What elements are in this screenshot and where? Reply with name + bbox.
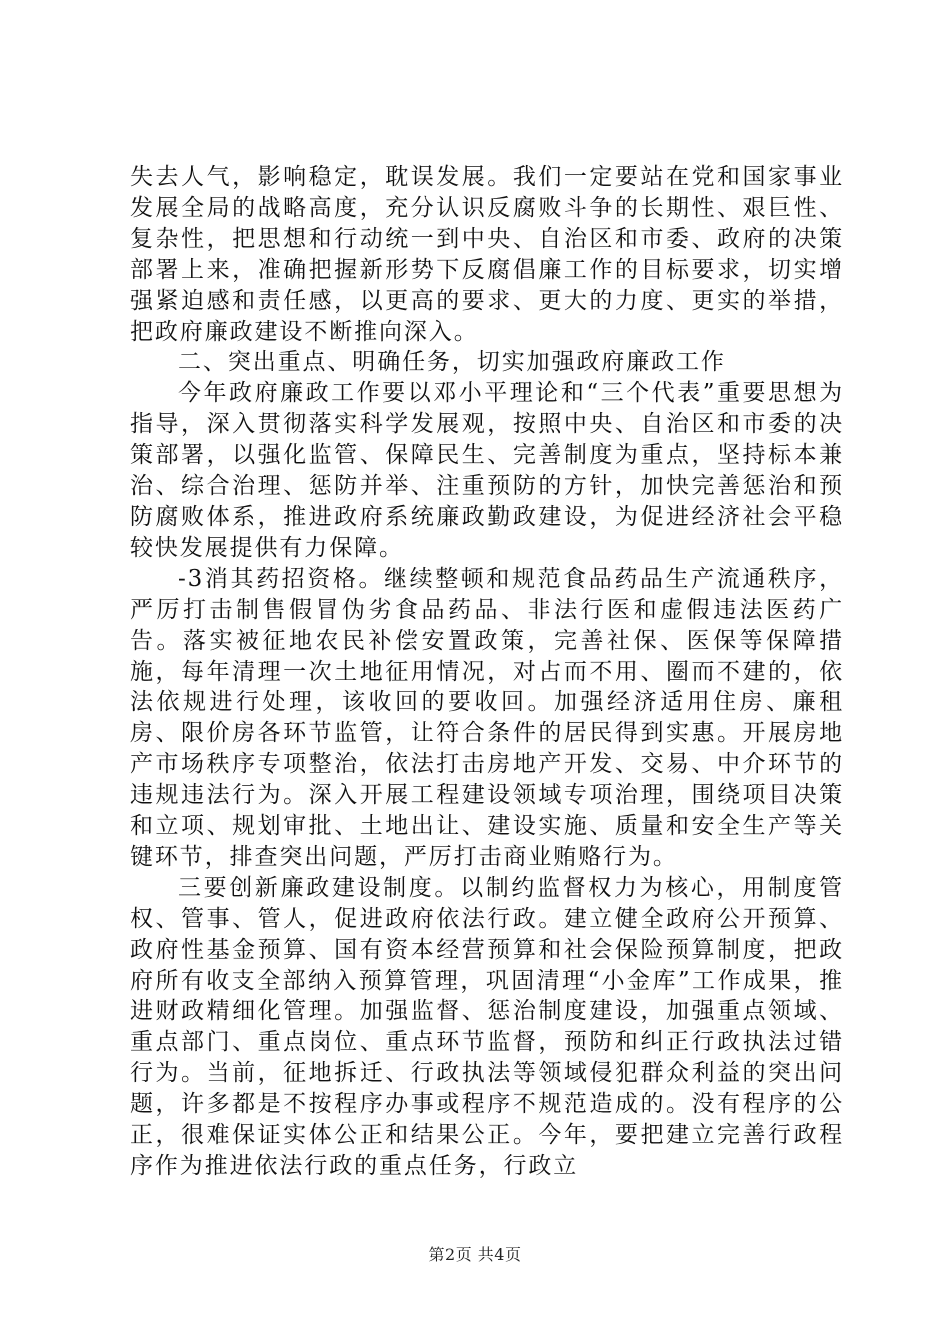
paragraph: 今年政府廉政工作要以邓小平理论和“三个代表”重要思想为指导，深入贯彻落实科学发展观，按照中央、自治区和市委的决策部署，以强化监管、保障民生、完善制度为重点，坚持标本兼治、综合治理、惩防并举、注重预防的方针，加快完善惩治和预防腐败体系，推进政府系统廉政勤政建设，为促进经济社会平稳较快发展提供有力保障。 xyxy=(130,380,844,561)
document-body xyxy=(130,162,844,1182)
paragraph-continued: 失去人气，影响稳定，耽误发展。我们一定要站在党和国家事业发展全局的战略高度，充分认识反腐败斗争的长期性、艰巨性、复杂性，把思想和行动统一到中央、自治区和市委、政府的决策部署上来，准确把握新形势下反腐倡廉工作的目标要求，切实增强紧迫感和责任感，以更高的要求、更大的力度、更实的举措，把政府廉政建设不断推向深入。 xyxy=(130,164,844,345)
paragraph: 三要创新廉政建设制度。以制约监督权力为核心，用制度管权、管事、管人，促进政府依法行政。建立健全政府公开预算、政府性基金预算、国有资本经营预算和社会保险预算制度，把政府所有收支全部纳入预算管理，巩固清理“小金库”工作成果，推进财政精细化管理。加强监督、惩治制度建设，加强重点领域、重点部门、重点岗位、重点环节监督，预防和纠正行政执法过错行为。当前，征地拆迁、行政执法等领域侵犯群众利益的突出问题，许多都是不按程序办事或程序不规范造成的。没有程序的公正，很难保证实体公正和结果公正。今年，要把建立完善行政程序作为推进依法行政的重点任务，行政立 xyxy=(130,874,844,1179)
section-heading: 二、突出重点、明确任务，切实加强政府廉政工作 xyxy=(178,349,726,376)
paragraph: -3消其药招资格。继续整顿和规范食品药品生产流通秩序，严厉打击制售假冒伪劣食品药品、非法行医和虚假违法医药广告。落实被征地农民补偿安置政策，完善社保、医保等保障措施，每年清理一次土地征用情况，对占而不用、圈而不建的，依法依规进行处理，该收回的要收回。加强经济适用住房、廉租房、限价房各环节监管，让符合条件的居民得到实惠。开展房地产市场秩序专项整治，依法打击房地产开发、交易、中介环节的违规违法行为。深入开展工程建设领域专项治理，围绕项目决策和立项、规划审批、土地出让、建设实施、质量和安全生产等关键环节，排查突出问题，严厉打击商业贿赂行为。 xyxy=(130,565,844,870)
page-number-footer: 第2页 共4页 xyxy=(428,1245,522,1264)
